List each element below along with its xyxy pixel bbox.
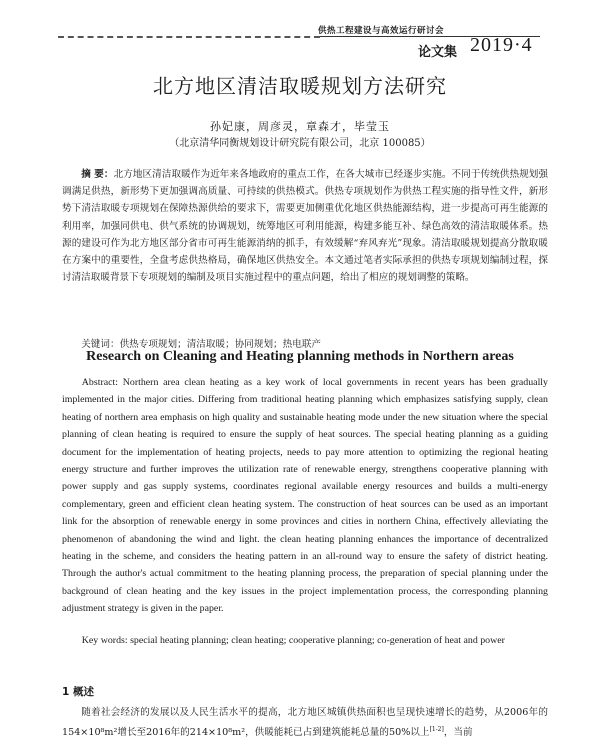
section-heading: 1 概述 — [62, 686, 94, 698]
body-text-tail: ，当前 — [443, 727, 473, 739]
citation-ref: [1-2] — [429, 726, 444, 733]
journal-name: 供热工程建设与高效运行研讨会 — [318, 26, 445, 36]
body-text-start: 随着社会经济的发展以及人民生活水平的提高，北方地区城镇供热面积也呈现快速增长的趋势，从2006年的154×10⁸m²增长至2016年的214×10⁸m²，供暖能耗已占到建筑能耗总量的50%以上 — [62, 707, 548, 739]
header-dashed-rule — [58, 36, 320, 38]
abstract-cn-label: 摘 要： — [81, 169, 114, 180]
english-title: Research on Cleaning and Heating planning methods in Northern areas — [86, 349, 514, 364]
abstract-english — [62, 374, 548, 618]
keywords-en-label: Key words: — [81, 635, 128, 646]
keywords-chinese — [62, 336, 548, 350]
paper-affiliation: （北京清华同衡规划设计研究院有限公司，北京 100085） — [169, 138, 431, 149]
keywords-en-text: special heating planning; clean heating; cooperative planning; co-generation of heat and power — [130, 635, 505, 646]
body-paragraph — [62, 704, 548, 741]
keywords-cn-text: 供热专项规划；清洁取暖；协同规划；热电联产 — [119, 339, 322, 350]
abstract-en-label: Abstract: — [81, 377, 118, 388]
issue-number: 2019·4 — [470, 34, 533, 56]
paper-title: 北方地区清洁取暖规划方法研究 — [153, 74, 447, 98]
abstract-en-text: Northern area clean heating as a key work of local governments in recent years has been gradually implemented in the major cities. Differing from traditional heating planning which emphasizes satisfying supply, clean heating of northern area emphasis on high quality and sustainable heating mode under the new situation where the special planning of clean heating is required to ensure the supply of heat sources. The special heating planning as a guiding document for the implementation of heating projects, needs to pay more attention to optimizing the regional heating energy structure and further improves the utilization rate of renewable energy, strengthens cooperative planning with power supply and gas supply systems, coordinates regional available energy resources and builds a multi-energy complementary, green and efficient clean heating system. The construction of heat sources can be used as an important link for the absorption of renewable energy in some provinces and cities in northern China, effectively alleviating the phenomenon of abandoning the wind and light. the clean heating planning enhances the importance of decentralized heating in the scheme, and considers the heating pattern in an all-round way to ensure the safety of district heating. Through the author's actual commitment to the heating planning process, the preparation of special planning under the background of clean heating and the key issues in the project implementation process, the corresponding planning adjustment strategy is given in the paper. — [62, 377, 548, 615]
keywords-english — [62, 632, 548, 649]
keywords-cn-label: 关键词： — [81, 339, 120, 350]
abstract-cn-text: 北方地区清洁取暖作为近年来各地政府的重点工作，在各大城市已经逐步实施。不同于传统供热规划强调满足供热，新形势下更加强调高质量、可持续的供热模式。供热专项规划作为供热工程实施的指导性文件，新形势下清洁取暖专项规划在保障热源供给的要求下，需要更加侧重优化地区供热能源结构，进一步提高可再生能源的利用率，加强同供电、供气系统的协调规划，统筹地区可利用能源，构建多能互补、绿色高效的清洁取暖体系。热源的建设可作为北方地区部分省市可再生能源消纳的抓手，有效缓解“弃风弃光”现象。清洁取暖规划提高分散取暖在方案中的重要性，全盘考虑供热格局，确保地区供热安全。本文通过笔者实际承担的供热专项规划编制过程，探讨清洁取暖背景下专项规划的编制及项目实施过程中的重点问题，给出了相应的规划调整的策略。 — [62, 169, 549, 284]
paper-authors: 孙妃康，周彦灵，章森才，毕莹玉 — [210, 120, 390, 133]
abstract-chinese — [62, 166, 548, 286]
journal-header — [0, 0, 600, 66]
section-label: 论文集 — [418, 45, 458, 60]
